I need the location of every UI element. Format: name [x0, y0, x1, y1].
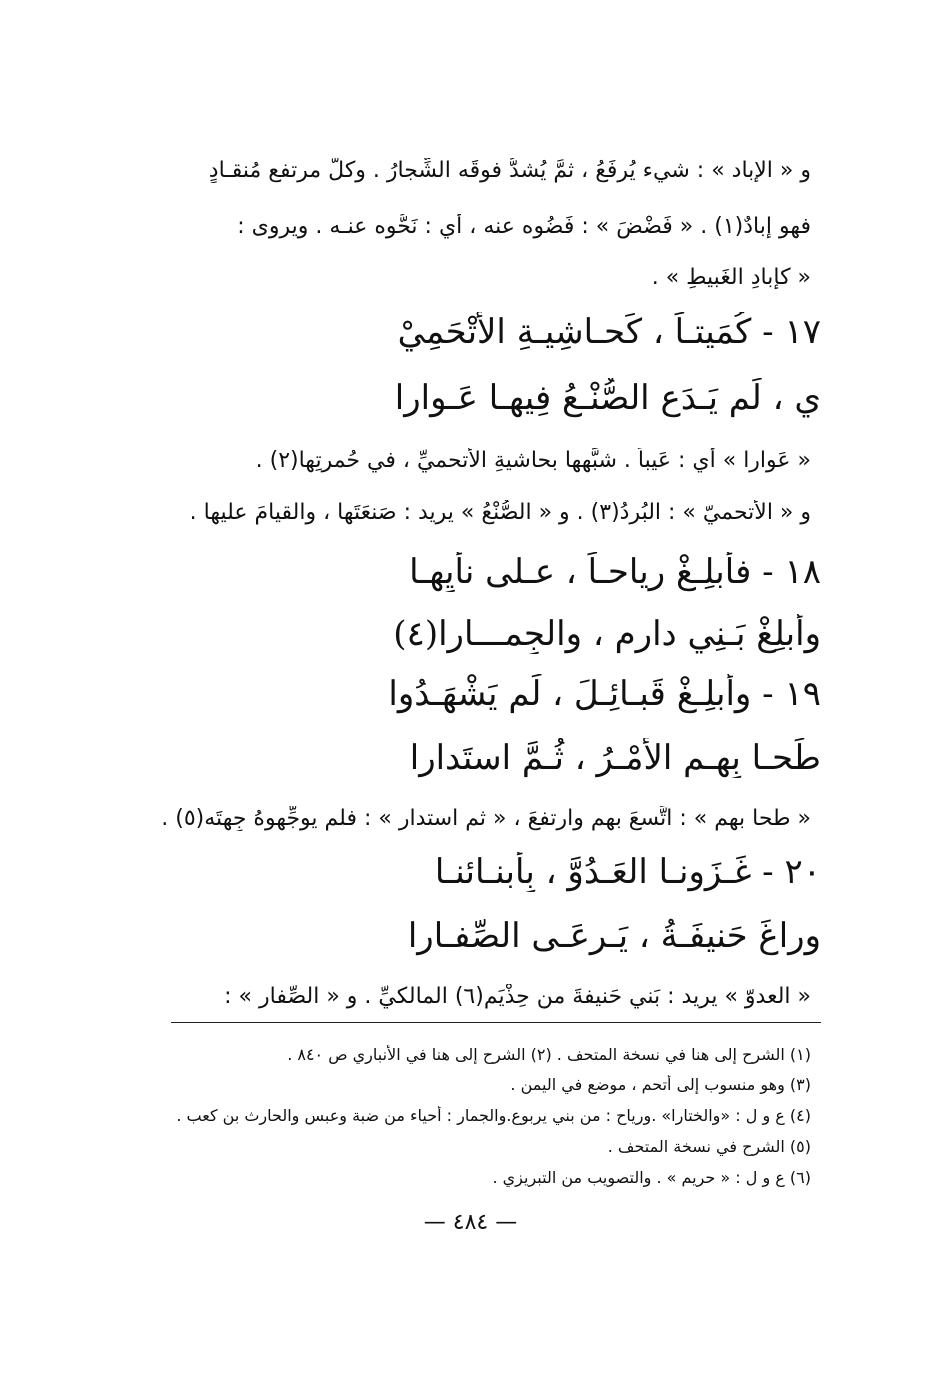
prose-line: و « الإِباد » : شيء يُرفَعُ ، ثمَّ يُشدُّ فوقَه الشِّجارُ . وكلُّ مرتفعٍ مُنقـادٍ — [208, 158, 811, 183]
footnote: (٥) الشرح في نسخة المتحف . — [607, 1137, 811, 1156]
commentary-line: « عَوارا » أي : عَيباً . شبَّهها بحاشيةِ الأَتحميِّ ، في حُمرتِها(٢) . — [255, 448, 811, 473]
verse-18-hemistich-2: وأَبلِغْ بَـنِي دارِمٍ ، والجِمـــارا(٤) — [393, 614, 821, 654]
verse-18-hemistich-1: ١٨ - فأَبلِـغْ رِياحـاً ، عـلى نأْيِهـا — [409, 552, 821, 592]
prose-line: « كإِبادِ الغَبيطِ » . — [651, 265, 811, 290]
footnote-divider — [171, 1022, 821, 1023]
verse-19-hemistich-1: ١٩ - وأَبلِـغْ قَبـائِـلَ ، لَم يَشْهَـدُوا — [388, 674, 821, 714]
verse-19-hemistich-2: طَحـا بِهِـمِ الأَمْـرُ ، ثُـمَّ استَدارا — [409, 738, 821, 778]
verse-17-hemistich-2: يِ ، لَم يَـدَعِ الصُّنْـعُ فِيهـا عَـوارا — [394, 378, 821, 418]
prose-line: فهو إِبادٌ(١) . « فَضْضَ » : فَضُوه عنه ، أي : نَحُّوه عنـه . ويروى : — [237, 214, 811, 239]
footnote: (٦) ع و ل : « حريم » . والتصويب من التبريزي . — [492, 1168, 811, 1187]
page-number: — ٤٨٤ — — [423, 1210, 518, 1235]
verse-17-hemistich-1: ١٧ - كُمَيتـاً ، كَحـاشِيـةِ الأَتْحَمِيْ — [397, 312, 821, 352]
verse-20-hemistich-1: ٢٠ - غَـزَونـا العَـدُوَّ ، بِأَبنـائنـا — [434, 852, 821, 892]
commentary-line: « العدوّ » يريد : بَني حَنيفةَ من حِذْيَمٍ(٦) المالكيِّ . و « الصِّفار » : — [224, 984, 811, 1009]
footnote: (٣) وهو منسوب إلى أتحم ، موضع في اليمن . — [510, 1075, 811, 1094]
footnote: (٤) ع و ل : «والختارا» .ورياح : من بني يربوع.والجمار : أحياء من ضبة وعبس والحارث بن كعب . — [176, 1106, 811, 1125]
footnote: (١) الشرح إلى هنا في نسخة المتحف . (٢) الشرح إلى هنا في الأنباري ص ٨٤٠ . — [287, 1045, 811, 1064]
commentary-line: « طحا بهم » : اتَّسعَ بهم وارتفعَ ، « ثم استدار » : فلم يوجِّهوهُ جِهتَه(٥) . — [161, 806, 811, 831]
commentary-line: و « الأَتحميّ » : البُردُ(٣) . و « الصُّنْعُ » يريد : صَنعَتَها ، والقيامَ عليها . — [189, 500, 811, 525]
verse-20-hemistich-2: وراغَ حَنيفَـةُ ، يَـرعَـى الصِّفـارا — [407, 916, 821, 956]
